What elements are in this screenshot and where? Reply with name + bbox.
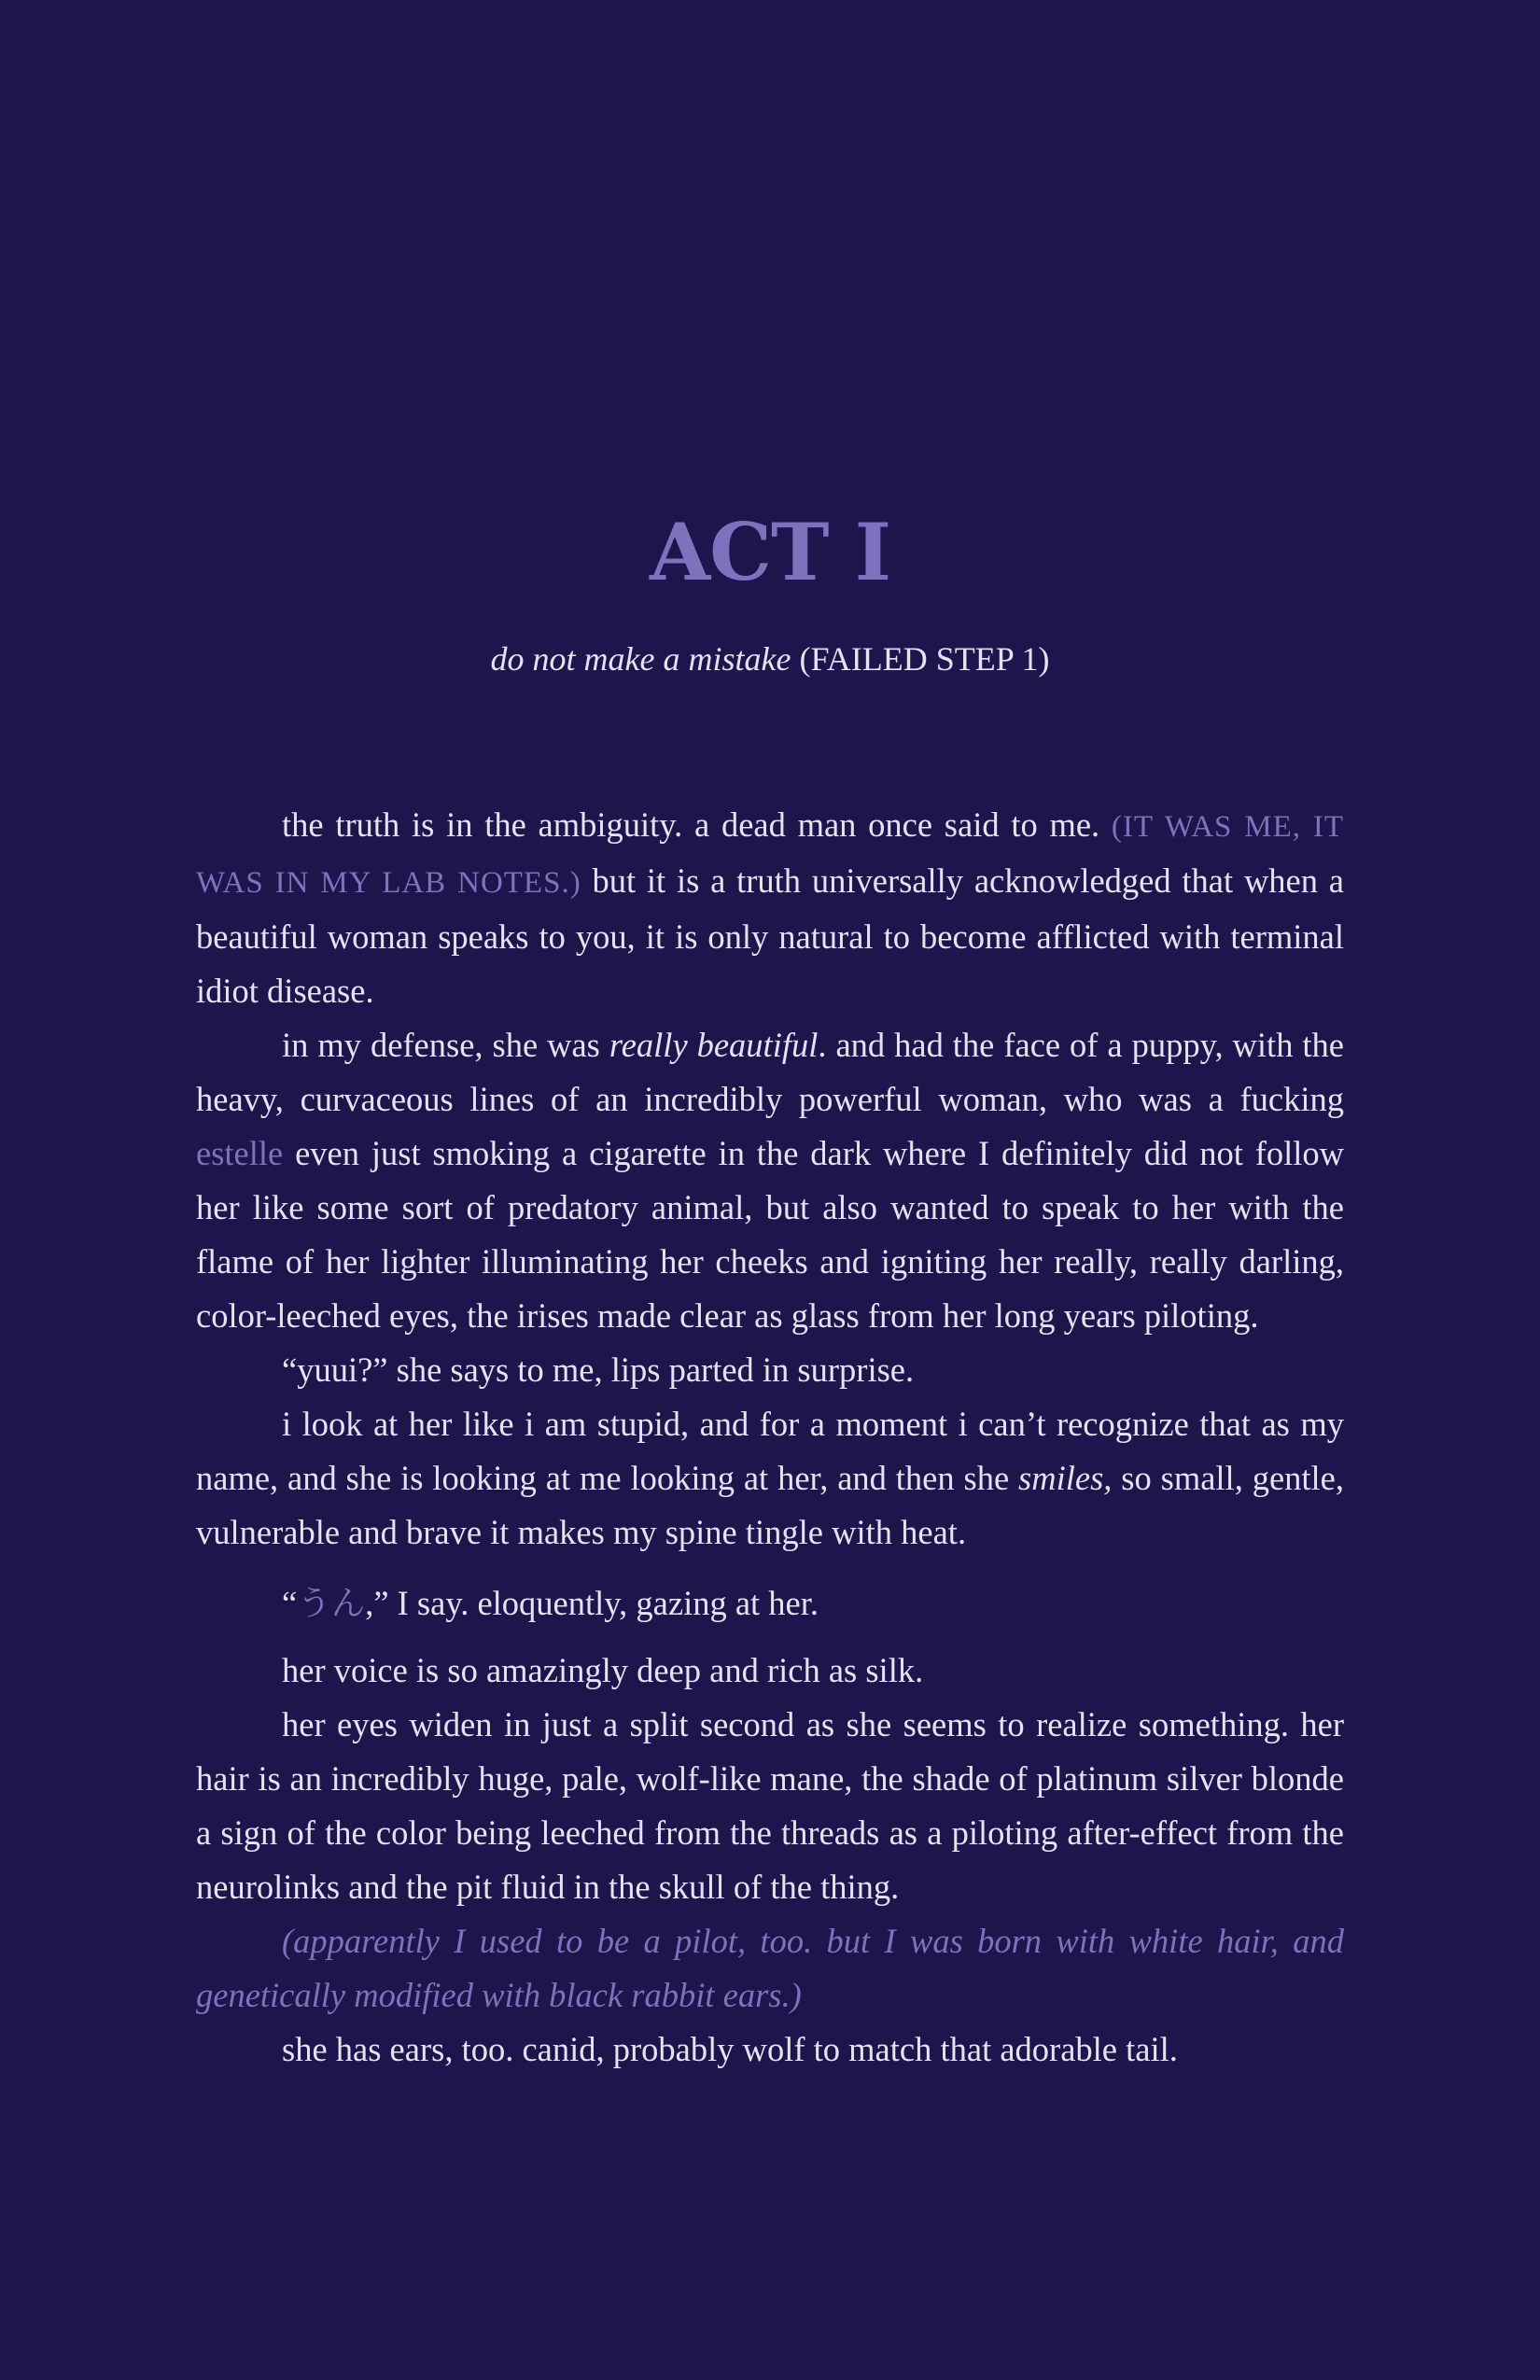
paragraph-4 — [196, 1397, 1344, 1560]
act-subtitle — [0, 639, 1540, 679]
pilot-aside: (apparently I used to be a pilot, too. but I was born with white hair, and genetically modified with black rabbit ears.) — [196, 1922, 1344, 2014]
paragraph-2 — [196, 1018, 1344, 1343]
paragraph-9: she has ears, too. canid, probably wolf to match that adorable tail. — [282, 2030, 1178, 2068]
body-text — [196, 798, 1344, 2077]
paragraph-2-text-b: . and had the face of a puppy, with the heavy, curvaceous lines of an incredibly powerful woman, who was a fucking — [196, 1026, 1345, 1118]
paragraph-3: “yuui?” she says to me, lips parted in surprise. — [282, 1351, 915, 1389]
paragraph-1-text-b: but it is a truth universally acknowledged that when a beautiful woman speaks to you, it is only natural to become afflicted with terminal idiot disease. — [196, 861, 1344, 1010]
paragraph-2-text-a: in my defense, she was — [282, 1026, 609, 1064]
paragraph-6: her voice is so amazingly deep and rich as silk. — [282, 1651, 924, 1689]
paragraph-5-text: ,” I say. eloquently, gazing at her. — [365, 1584, 819, 1622]
lab-notes-aside: (IT WAS ME, IT WAS IN MY LAB NOTES.) — [196, 810, 1344, 900]
paragraph-1-text-a: the truth is in the ambiguity. a dead man once said to me. — [282, 805, 1112, 844]
paragraph-4-emphasis: smiles, — [1018, 1459, 1113, 1497]
paragraph-2-emphasis: really beautiful — [609, 1026, 819, 1064]
subtitle-rest: (FAILED STEP 1) — [791, 640, 1050, 678]
paragraph-4-text-b: so small, gentle, vulnerable and brave it makes my spine tingle with heat. — [196, 1459, 1345, 1551]
paragraph-5-open-quote: “ — [282, 1584, 298, 1622]
japanese-word: うん — [297, 1584, 366, 1622]
paragraph-1 — [196, 798, 1344, 1018]
paragraph-4-text-a: i look at her like i am stupid, and for a moment i can’t recognize that as my name, and she is looking at me looking at her, and then she — [196, 1405, 1344, 1497]
act-title: ACT I — [649, 506, 891, 598]
paragraph-5 — [196, 1576, 1344, 1631]
paragraph-7: her eyes widen in just a split second as she seems to realize something. her hair is an incredibly huge, pale, wolf-like mane, the shade of platinum silver blonde a sign of the color being leeched from the threads as a piloting after-effect from the neurolinks and the pit fluid in the skull of the thing. — [196, 1705, 1344, 1906]
estelle-term: estelle — [196, 1134, 284, 1172]
subtitle-italic: do not make a mistake — [490, 640, 791, 678]
paragraph-2-text-c: even just smoking a cigarette in the dark where I definitely did not follow her like some sort of predatory animal, but also wanted to speak to her with the flame of her lighter illuminating her cheeks and igniting her really, really darling, color-leeched eyes, the irises made clear as glass from her long years piloting. — [196, 1134, 1344, 1335]
